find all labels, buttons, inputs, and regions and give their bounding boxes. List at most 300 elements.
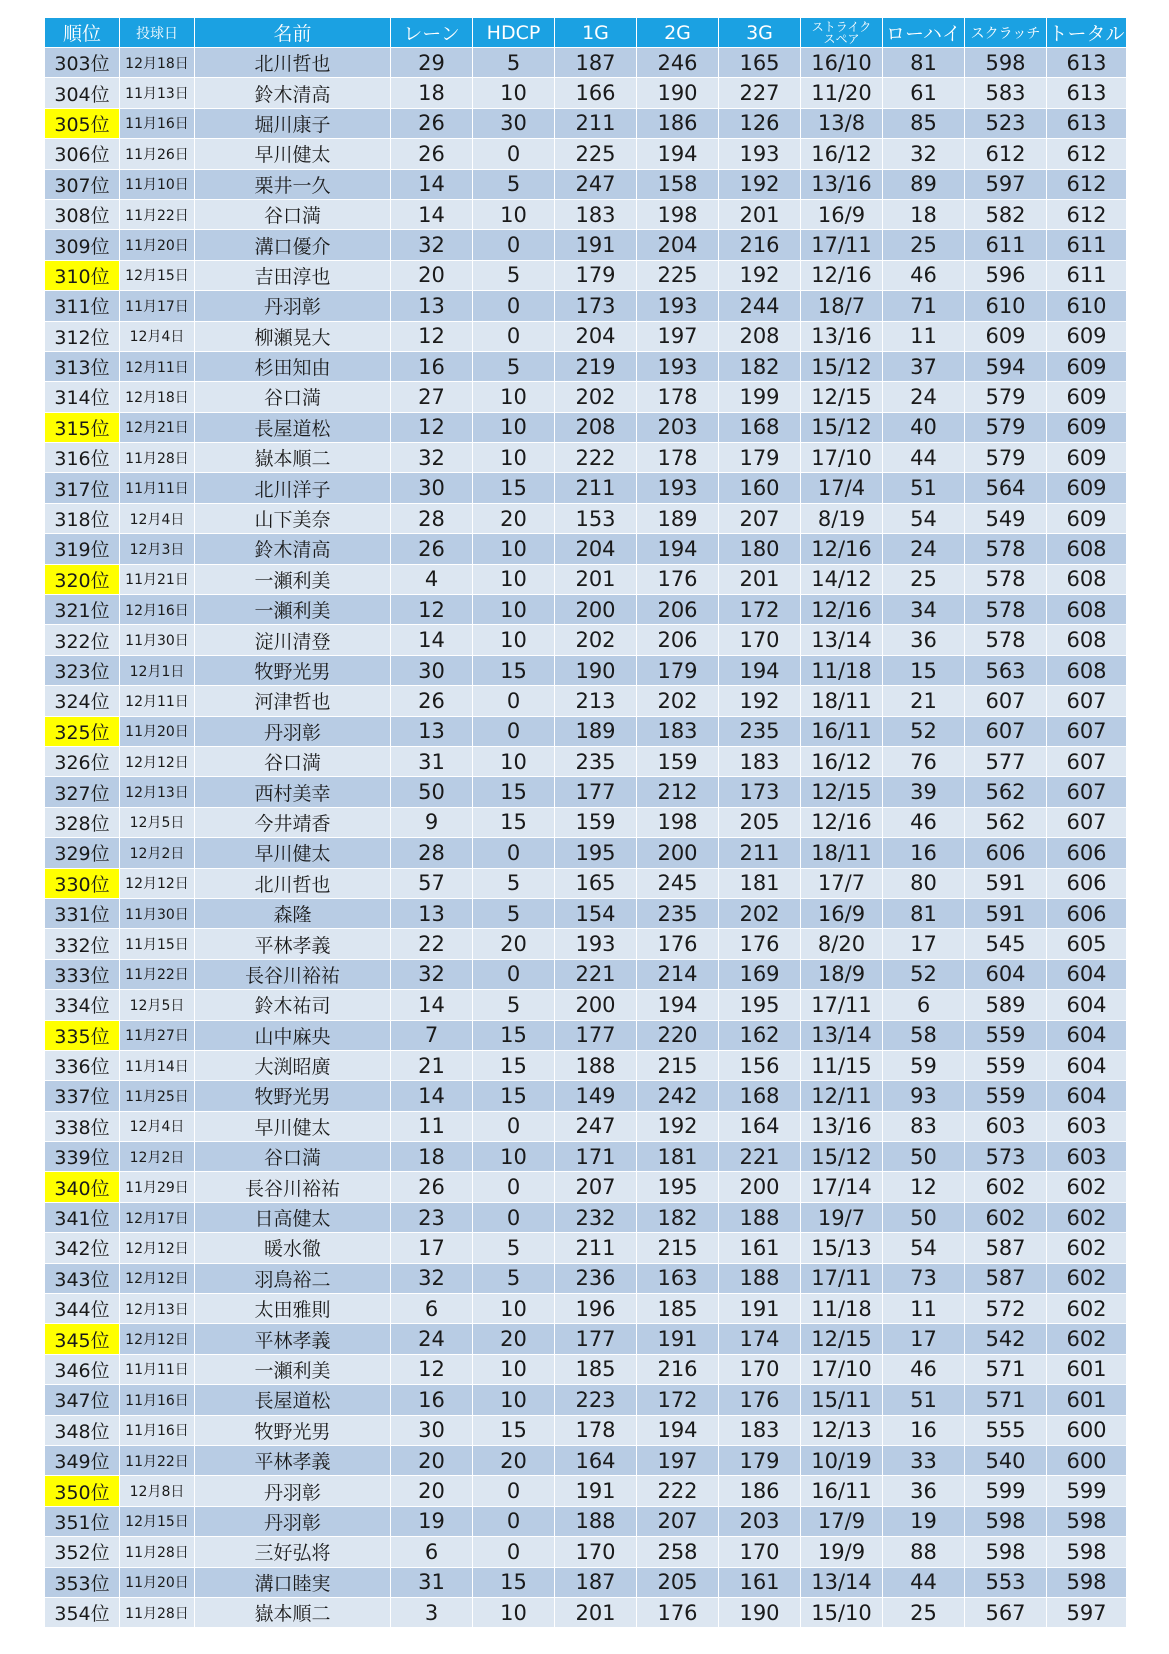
hdcp-cell: 0 — [473, 1537, 555, 1567]
low-high-cell: 17 — [883, 1324, 965, 1354]
total-cell: 611 — [1047, 260, 1127, 290]
game2-cell: 191 — [637, 1324, 719, 1354]
rank-cell: 307位 — [45, 169, 120, 199]
game3-cell: 195 — [719, 990, 801, 1020]
low-high-cell: 51 — [883, 473, 965, 503]
total-cell: 605 — [1047, 929, 1127, 959]
rank-cell: 337位 — [45, 1081, 120, 1111]
game3-cell: 191 — [719, 1294, 801, 1324]
total-cell: 602 — [1047, 1263, 1127, 1293]
low-high-cell: 52 — [883, 716, 965, 746]
strike-spare-cell: 15/12 — [801, 1142, 883, 1172]
scratch-cell: 587 — [965, 1263, 1047, 1293]
hdcp-cell: 0 — [473, 1202, 555, 1232]
low-high-cell: 76 — [883, 746, 965, 776]
game1-cell: 223 — [555, 1385, 637, 1415]
date-cell: 11月22日 — [120, 1445, 195, 1475]
low-high-cell: 11 — [883, 1294, 965, 1324]
rank-cell: 350位 — [45, 1476, 120, 1506]
strike-spare-cell: 18/11 — [801, 686, 883, 716]
game1-cell: 211 — [555, 473, 637, 503]
date-cell: 11月17日 — [120, 291, 195, 321]
game2-cell: 215 — [637, 1233, 719, 1263]
game2-cell: 178 — [637, 443, 719, 473]
rank-cell: 315位 — [45, 412, 120, 442]
rank-cell: 313位 — [45, 351, 120, 381]
scratch-cell: 612 — [965, 139, 1047, 169]
date-cell: 12月2日 — [120, 838, 195, 868]
lane-cell: 31 — [391, 746, 473, 776]
lane-cell: 12 — [391, 412, 473, 442]
total-cell: 611 — [1047, 230, 1127, 260]
ranking-sheet — [44, 17, 1126, 1628]
low-high-cell: 80 — [883, 868, 965, 898]
total-cell: 608 — [1047, 595, 1127, 625]
game2-cell: 193 — [637, 351, 719, 381]
game1-cell: 149 — [555, 1081, 637, 1111]
hdcp-cell: 5 — [473, 1263, 555, 1293]
name-cell: 丹羽彰 — [195, 291, 391, 321]
game1-cell: 187 — [555, 48, 637, 78]
lane-cell: 9 — [391, 807, 473, 837]
game2-cell: 176 — [637, 1597, 719, 1627]
hdcp-cell: 15 — [473, 1050, 555, 1080]
game1-cell: 191 — [555, 1476, 637, 1506]
game3-cell: 188 — [719, 1202, 801, 1232]
date-cell: 11月16日 — [120, 108, 195, 138]
date-cell: 12月4日 — [120, 321, 195, 351]
game1-cell: 173 — [555, 291, 637, 321]
game3-cell: 172 — [719, 595, 801, 625]
scratch-cell: 559 — [965, 1050, 1047, 1080]
table-row — [45, 1020, 1127, 1050]
game1-cell: 177 — [555, 1324, 637, 1354]
hdcp-cell: 10 — [473, 1385, 555, 1415]
header-lane: レーン — [391, 18, 473, 48]
lane-cell: 24 — [391, 1324, 473, 1354]
game2-cell: 212 — [637, 777, 719, 807]
date-cell: 12月4日 — [120, 1111, 195, 1141]
game1-cell: 183 — [555, 199, 637, 229]
game1-cell: 208 — [555, 412, 637, 442]
date-cell: 11月20日 — [120, 1567, 195, 1597]
scratch-cell: 591 — [965, 868, 1047, 898]
game3-cell: 199 — [719, 382, 801, 412]
strike-spare-cell: 11/15 — [801, 1050, 883, 1080]
game2-cell: 194 — [637, 1415, 719, 1445]
strike-spare-cell: 17/11 — [801, 990, 883, 1020]
game2-cell: 158 — [637, 169, 719, 199]
game2-cell: 190 — [637, 78, 719, 108]
date-cell: 11月25日 — [120, 1081, 195, 1111]
scratch-cell: 523 — [965, 108, 1047, 138]
game2-cell: 225 — [637, 260, 719, 290]
strike-spare-cell: 19/7 — [801, 1202, 883, 1232]
strike-spare-cell: 18/11 — [801, 838, 883, 868]
rank-cell: 312位 — [45, 321, 120, 351]
game3-cell: 183 — [719, 1415, 801, 1445]
total-cell: 606 — [1047, 838, 1127, 868]
rank-cell: 346位 — [45, 1354, 120, 1384]
name-cell: 平林孝義 — [195, 1445, 391, 1475]
low-high-cell: 25 — [883, 1597, 965, 1627]
low-high-cell: 46 — [883, 260, 965, 290]
total-cell: 607 — [1047, 777, 1127, 807]
table-row — [45, 1385, 1127, 1415]
date-cell: 12月18日 — [120, 48, 195, 78]
hdcp-cell: 20 — [473, 1445, 555, 1475]
header-game3: 3G — [719, 18, 801, 48]
name-cell: 鈴木清高 — [195, 78, 391, 108]
total-cell: 602 — [1047, 1172, 1127, 1202]
game1-cell: 165 — [555, 868, 637, 898]
lane-cell: 12 — [391, 321, 473, 351]
game3-cell: 180 — [719, 534, 801, 564]
game1-cell: 178 — [555, 1415, 637, 1445]
date-cell: 11月26日 — [120, 139, 195, 169]
game2-cell: 203 — [637, 412, 719, 442]
strike-spare-cell: 8/19 — [801, 503, 883, 533]
game1-cell: 177 — [555, 777, 637, 807]
game1-cell: 179 — [555, 260, 637, 290]
name-cell: 長屋道松 — [195, 1385, 391, 1415]
total-cell: 597 — [1047, 1597, 1127, 1627]
scratch-cell: 597 — [965, 169, 1047, 199]
date-cell: 12月11日 — [120, 686, 195, 716]
lane-cell: 23 — [391, 1202, 473, 1232]
header-rank: 順位 — [45, 18, 120, 48]
game1-cell: 207 — [555, 1172, 637, 1202]
rank-cell: 347位 — [45, 1385, 120, 1415]
game1-cell: 193 — [555, 929, 637, 959]
total-cell: 602 — [1047, 1294, 1127, 1324]
strike-spare-cell: 12/11 — [801, 1081, 883, 1111]
lane-cell: 32 — [391, 443, 473, 473]
game2-cell: 258 — [637, 1537, 719, 1567]
game3-cell: 170 — [719, 625, 801, 655]
strike-spare-cell: 18/7 — [801, 291, 883, 321]
game3-cell: 162 — [719, 1020, 801, 1050]
rank-cell: 342位 — [45, 1233, 120, 1263]
game2-cell: 216 — [637, 1354, 719, 1384]
game3-cell: 179 — [719, 443, 801, 473]
table-row — [45, 1294, 1127, 1324]
table-row — [45, 625, 1127, 655]
total-cell: 603 — [1047, 1142, 1127, 1172]
game1-cell: 190 — [555, 655, 637, 685]
game1-cell: 171 — [555, 1142, 637, 1172]
total-cell: 608 — [1047, 534, 1127, 564]
lane-cell: 11 — [391, 1111, 473, 1141]
low-high-cell: 51 — [883, 1385, 965, 1415]
scratch-cell: 555 — [965, 1415, 1047, 1445]
hdcp-cell: 10 — [473, 443, 555, 473]
date-cell: 11月22日 — [120, 199, 195, 229]
low-high-cell: 58 — [883, 1020, 965, 1050]
strike-spare-cell: 15/11 — [801, 1385, 883, 1415]
total-cell: 610 — [1047, 291, 1127, 321]
date-cell: 12月12日 — [120, 868, 195, 898]
date-cell: 11月20日 — [120, 716, 195, 746]
name-cell: 平林孝義 — [195, 1324, 391, 1354]
table-row — [45, 260, 1127, 290]
game3-cell: 221 — [719, 1142, 801, 1172]
table-row — [45, 443, 1127, 473]
game2-cell: 214 — [637, 959, 719, 989]
hdcp-cell: 0 — [473, 716, 555, 746]
game3-cell: 194 — [719, 655, 801, 685]
hdcp-cell: 10 — [473, 78, 555, 108]
scratch-cell: 573 — [965, 1142, 1047, 1172]
low-high-cell: 19 — [883, 1506, 965, 1536]
game3-cell: 186 — [719, 1476, 801, 1506]
name-cell: 山下美奈 — [195, 503, 391, 533]
strike-spare-cell: 17/4 — [801, 473, 883, 503]
total-cell: 606 — [1047, 868, 1127, 898]
total-cell: 609 — [1047, 321, 1127, 351]
name-cell: 牧野光男 — [195, 1081, 391, 1111]
strike-spare-cell: 18/9 — [801, 959, 883, 989]
date-cell: 11月11日 — [120, 473, 195, 503]
scratch-cell: 562 — [965, 807, 1047, 837]
table-row — [45, 78, 1127, 108]
game1-cell: 219 — [555, 351, 637, 381]
date-cell: 12月4日 — [120, 503, 195, 533]
scratch-cell: 599 — [965, 1476, 1047, 1506]
lane-cell: 17 — [391, 1233, 473, 1263]
strike-spare-cell: 12/16 — [801, 534, 883, 564]
game1-cell: 232 — [555, 1202, 637, 1232]
lane-cell: 14 — [391, 990, 473, 1020]
game3-cell: 208 — [719, 321, 801, 351]
date-cell: 12月2日 — [120, 1142, 195, 1172]
name-cell: 西村美幸 — [195, 777, 391, 807]
table-row — [45, 1202, 1127, 1232]
strike-spare-cell: 13/16 — [801, 1111, 883, 1141]
game1-cell: 195 — [555, 838, 637, 868]
rank-cell: 319位 — [45, 534, 120, 564]
game1-cell: 196 — [555, 1294, 637, 1324]
lane-cell: 26 — [391, 139, 473, 169]
rank-cell: 328位 — [45, 807, 120, 837]
name-cell: 栗井一久 — [195, 169, 391, 199]
lane-cell: 18 — [391, 1142, 473, 1172]
scratch-cell: 578 — [965, 595, 1047, 625]
total-cell: 609 — [1047, 473, 1127, 503]
scratch-cell: 607 — [965, 686, 1047, 716]
hdcp-cell: 15 — [473, 807, 555, 837]
ranking-table — [44, 17, 1127, 1628]
low-high-cell: 11 — [883, 321, 965, 351]
lane-cell: 30 — [391, 655, 473, 685]
scratch-cell: 610 — [965, 291, 1047, 321]
lane-cell: 13 — [391, 291, 473, 321]
ranking-rows — [45, 48, 1127, 1628]
low-high-cell: 15 — [883, 655, 965, 685]
name-cell: 牧野光男 — [195, 1415, 391, 1445]
strike-spare-cell: 14/12 — [801, 564, 883, 594]
game3-cell: 192 — [719, 260, 801, 290]
low-high-cell: 52 — [883, 959, 965, 989]
rank-cell: 308位 — [45, 199, 120, 229]
game2-cell: 176 — [637, 564, 719, 594]
date-cell: 11月16日 — [120, 1385, 195, 1415]
rank-cell: 353位 — [45, 1567, 120, 1597]
total-cell: 604 — [1047, 990, 1127, 1020]
lane-cell: 29 — [391, 48, 473, 78]
game1-cell: 247 — [555, 1111, 637, 1141]
table-row — [45, 412, 1127, 442]
lane-cell: 50 — [391, 777, 473, 807]
name-cell: 北川哲也 — [195, 868, 391, 898]
game2-cell: 198 — [637, 807, 719, 837]
strike-spare-cell: 15/12 — [801, 412, 883, 442]
scratch-cell: 591 — [965, 898, 1047, 928]
hdcp-cell: 15 — [473, 1020, 555, 1050]
strike-spare-cell: 13/16 — [801, 321, 883, 351]
game2-cell: 242 — [637, 1081, 719, 1111]
low-high-cell: 81 — [883, 48, 965, 78]
table-row — [45, 1476, 1127, 1506]
hdcp-cell: 30 — [473, 108, 555, 138]
low-high-cell: 46 — [883, 1354, 965, 1384]
table-row — [45, 686, 1127, 716]
scratch-cell: 562 — [965, 777, 1047, 807]
lane-cell: 30 — [391, 1415, 473, 1445]
game3-cell: 173 — [719, 777, 801, 807]
table-row — [45, 1537, 1127, 1567]
game1-cell: 222 — [555, 443, 637, 473]
game2-cell: 194 — [637, 990, 719, 1020]
strike-spare-cell: 11/18 — [801, 1294, 883, 1324]
total-cell: 601 — [1047, 1385, 1127, 1415]
game1-cell: 164 — [555, 1445, 637, 1475]
name-cell: 三好弘将 — [195, 1537, 391, 1567]
low-high-cell: 46 — [883, 807, 965, 837]
game1-cell: 154 — [555, 898, 637, 928]
hdcp-cell: 10 — [473, 534, 555, 564]
name-cell: 長屋道松 — [195, 412, 391, 442]
name-cell: 長谷川裕祐 — [195, 1172, 391, 1202]
game2-cell: 207 — [637, 1506, 719, 1536]
table-row — [45, 1081, 1127, 1111]
name-cell: 丹羽彰 — [195, 1506, 391, 1536]
total-cell: 598 — [1047, 1567, 1127, 1597]
rank-cell: 324位 — [45, 686, 120, 716]
game3-cell: 192 — [719, 169, 801, 199]
lane-cell: 22 — [391, 929, 473, 959]
total-cell: 613 — [1047, 48, 1127, 78]
strike-spare-cell: 16/9 — [801, 898, 883, 928]
game3-cell: 170 — [719, 1537, 801, 1567]
date-cell: 11月29日 — [120, 1172, 195, 1202]
game2-cell: 176 — [637, 929, 719, 959]
header-scratch: スクラッチ — [965, 18, 1047, 48]
date-cell: 11月14日 — [120, 1050, 195, 1080]
rank-cell: 335位 — [45, 1020, 120, 1050]
game3-cell: 193 — [719, 139, 801, 169]
low-high-cell: 40 — [883, 412, 965, 442]
game3-cell: 201 — [719, 564, 801, 594]
rank-cell: 316位 — [45, 443, 120, 473]
game2-cell: 198 — [637, 199, 719, 229]
game2-cell: 182 — [637, 1202, 719, 1232]
rank-cell: 317位 — [45, 473, 120, 503]
date-cell: 11月28日 — [120, 443, 195, 473]
lane-cell: 21 — [391, 1050, 473, 1080]
game3-cell: 244 — [719, 291, 801, 321]
table-row — [45, 1111, 1127, 1141]
scratch-cell: 603 — [965, 1111, 1047, 1141]
lane-cell: 19 — [391, 1506, 473, 1536]
low-high-cell: 16 — [883, 838, 965, 868]
name-cell: 森隆 — [195, 898, 391, 928]
table-row — [45, 838, 1127, 868]
game3-cell: 203 — [719, 1506, 801, 1536]
lane-cell: 12 — [391, 1354, 473, 1384]
total-cell: 602 — [1047, 1324, 1127, 1354]
name-cell: 淀川清登 — [195, 625, 391, 655]
low-high-cell: 44 — [883, 443, 965, 473]
low-high-cell: 32 — [883, 139, 965, 169]
scratch-cell: 598 — [965, 1506, 1047, 1536]
low-high-cell: 50 — [883, 1142, 965, 1172]
date-cell: 11月27日 — [120, 1020, 195, 1050]
rank-cell: 349位 — [45, 1445, 120, 1475]
game1-cell: 191 — [555, 230, 637, 260]
table-row — [45, 655, 1127, 685]
hdcp-cell: 20 — [473, 1324, 555, 1354]
date-cell: 12月12日 — [120, 746, 195, 776]
date-cell: 11月30日 — [120, 625, 195, 655]
hdcp-cell: 10 — [473, 1597, 555, 1627]
scratch-cell: 583 — [965, 78, 1047, 108]
hdcp-cell: 10 — [473, 199, 555, 229]
table-row — [45, 291, 1127, 321]
table-row — [45, 1324, 1127, 1354]
hdcp-cell: 5 — [473, 351, 555, 381]
rank-cell: 330位 — [45, 868, 120, 898]
scratch-cell: 607 — [965, 716, 1047, 746]
game3-cell: 164 — [719, 1111, 801, 1141]
game3-cell: 207 — [719, 503, 801, 533]
header-total: トータル — [1047, 18, 1127, 48]
game2-cell: 193 — [637, 291, 719, 321]
total-cell: 604 — [1047, 1081, 1127, 1111]
game1-cell: 187 — [555, 1567, 637, 1597]
low-high-cell: 25 — [883, 564, 965, 594]
table-row — [45, 929, 1127, 959]
table-row — [45, 169, 1127, 199]
hdcp-cell: 10 — [473, 1294, 555, 1324]
strike-spare-cell: 15/13 — [801, 1233, 883, 1263]
rank-cell: 305位 — [45, 108, 120, 138]
date-cell: 12月13日 — [120, 777, 195, 807]
game3-cell: 192 — [719, 686, 801, 716]
total-cell: 609 — [1047, 443, 1127, 473]
hdcp-cell: 0 — [473, 686, 555, 716]
hdcp-cell: 0 — [473, 291, 555, 321]
strike-spare-cell: 17/9 — [801, 1506, 883, 1536]
rank-cell: 354位 — [45, 1597, 120, 1627]
low-high-cell: 85 — [883, 108, 965, 138]
table-row — [45, 807, 1127, 837]
game3-cell: 190 — [719, 1597, 801, 1627]
table-row — [45, 595, 1127, 625]
low-high-cell: 21 — [883, 686, 965, 716]
scratch-cell: 609 — [965, 321, 1047, 351]
name-cell: 大渕昭廣 — [195, 1050, 391, 1080]
